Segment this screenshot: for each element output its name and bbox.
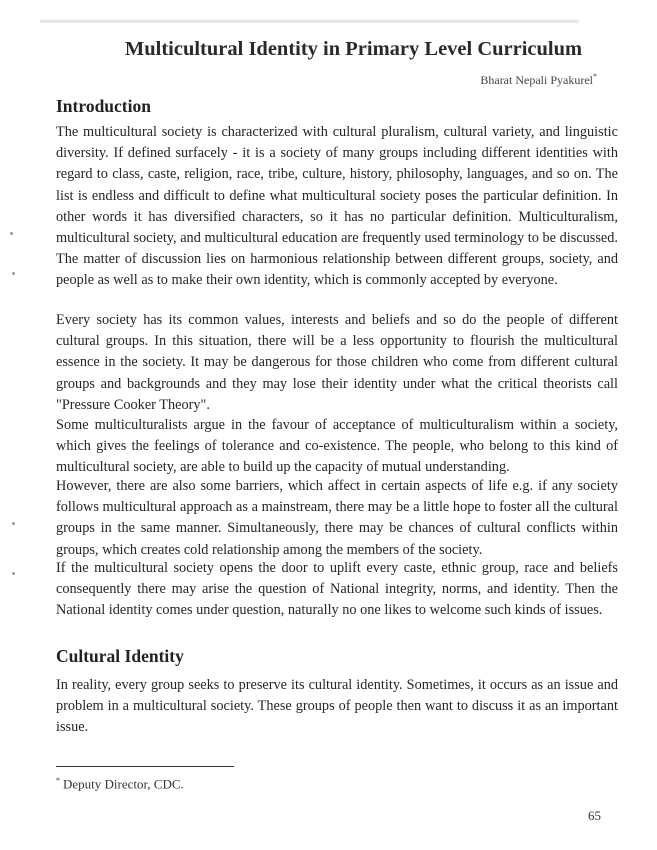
footnote-mark: *	[56, 776, 60, 785]
author-footnote-mark: *	[593, 72, 597, 81]
article-title: Multicultural Identity in Primary Level Curriculum	[124, 38, 583, 60]
author-name: Bharat Nepali Pyakurel	[480, 73, 593, 87]
section-heading-cultural-identity: Cultural Identity	[56, 646, 184, 666]
paragraph: Some multiculturalists argue in the favour of acceptance of multiculturalism within a society, which gives the feelings of tolerance and co-existence. The people, who belong to this kind of multicultural society, are able to build up the capacity of mutual understanding.	[56, 417, 618, 476]
footnote-divider	[56, 766, 234, 767]
author-line	[480, 72, 597, 88]
bleed-through-decoration: ▬▬▬▬▬▬▬▬▬▬▬▬▬▬▬▬▬▬▬▬▬▬▬▬▬▬▬▬▬▬▬▬▬▬▬▬▬▬▬▬▬▬▬▬▬▬▬▬▬	[40, 14, 579, 26]
footnote-text: Deputy Director, CDC.	[63, 776, 184, 792]
paragraph: If the multicultural society opens the door to uplift every caste, ethnic group, race and beliefs consequently there may arise the question of National integrity, norms, and identity. Then the National identity comes under question, naturally no one likes to welcome such kinds of issues.	[56, 560, 618, 619]
margin-speck	[12, 272, 15, 275]
paragraph: Every society has its common values, interests and beliefs and so do the people of different cultural groups. In this situation, there will be a less opportunity to flourish the multicultural essence in the society. It may be dangerous for those children who come from different cultural groups and backgrounds and they may lose their identity under what the critical theorists call "Pressure Cooker Theory".	[56, 312, 618, 413]
paragraph: However, there are also some barriers, which affect in certain aspects of life e.g. if any society follows multicultural approach as a mainstream, there may be a little hope to foster all the cultural groups in the same manner. Simultaneously, there may be chances of cultural conflicts within groups, which creates cold relationship among the members of the society.	[56, 478, 618, 558]
margin-speck	[12, 572, 15, 575]
margin-speck	[10, 232, 13, 235]
paragraph: The multicultural society is characterized with cultural pluralism, cultural variety, and linguistic diversity. If defined surfacely - it is a society of many groups including different identities with regard to class, caste, religion, race, tribe, culture, history, philosophy, languages, and so on. The list is endless and difficult to define what multicultural society poses the particular definition. In other words it has diversified characters, so it has no particular definition. Multiculturalism, multicultural society, and multicultural education are frequently used terminology to be discussed. The matter of discussion lies on harmonious relationship between different groups, society, and people as well as to make their own identity, which is commonly accepted by everyone.	[56, 124, 618, 289]
section-heading-introduction: Introduction	[56, 96, 151, 116]
footnote	[56, 776, 184, 792]
paragraph: In reality, every group seeks to preserve its cultural identity. Sometimes, it occurs as an issue and problem in a multicultural society. These groups of people then want to discuss it as an important issue.	[56, 677, 618, 736]
margin-speck	[12, 522, 15, 525]
page-number: 65	[588, 808, 601, 823]
